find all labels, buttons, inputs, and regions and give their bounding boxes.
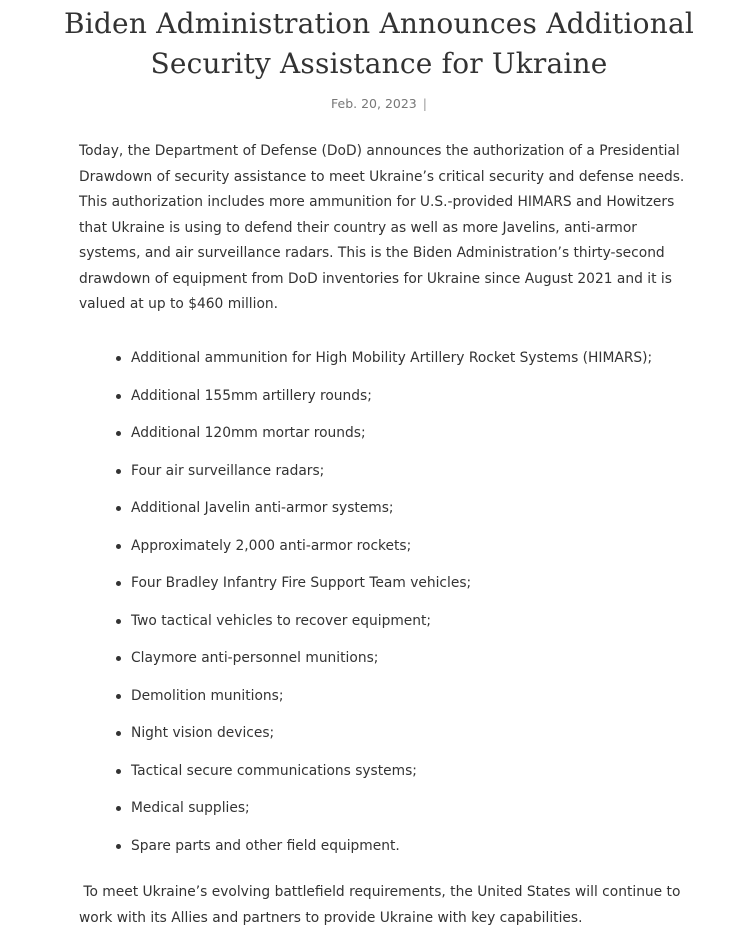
publish-date: Feb. 20, 2023 (331, 96, 417, 111)
list-item: Additional 155mm artillery rounds; (131, 383, 691, 421)
list-item: Additional 120mm mortar rounds; (131, 420, 691, 458)
assistance-list (131, 345, 691, 870)
list-item: Four air surveillance radars; (131, 458, 691, 496)
list-item: Claymore anti-personnel munitions; (131, 645, 691, 683)
list-item: Tactical secure communications systems; (131, 758, 691, 796)
intro-paragraph: Today, the Department of Defense (DoD) announces the authorization of a Presidential Drawdown of security assistance to meet Ukraine’s critical security and defense needs. This authorization includes more ammunition for U.S.-provided HIMARS and Howitzers that Ukraine is using to defend their country as well as more Javelins, anti-armor systems, and air surveillance radars. This is the Biden Administration’s thirty-second drawdown of equipment from DoD inventories for Ukraine since August 2021 and it is valued at up to $460 million. (79, 143, 685, 312)
list-item: Medical supplies; (131, 795, 691, 833)
meta-separator: | (422, 96, 427, 111)
article-title (0, 4, 733, 84)
article-title-line-1: Biden Administration Announces Additional (64, 7, 694, 40)
list-item: Four Bradley Infantry Fire Support Team vehicles; (131, 570, 691, 608)
list-item: Demolition munitions; (131, 683, 691, 721)
list-item: Night vision devices; (131, 720, 691, 758)
article-meta (0, 95, 733, 113)
closing-paragraph: To meet Ukraine’s evolving battlefield requirements, the United States will continue to work with its Allies and partners to provide Ukraine with key capabilities. (79, 884, 685, 926)
list-item: Spare parts and other field equipment. (131, 833, 691, 871)
list-item: Two tactical vehicles to recover equipment; (131, 608, 691, 646)
list-item: Additional Javelin anti-armor systems; (131, 495, 691, 533)
list-item: Approximately 2,000 anti-armor rockets; (131, 533, 691, 571)
article-title-line-2: Security Assistance for Ukraine (150, 47, 608, 80)
list-item: Additional ammunition for High Mobility Artillery Rocket Systems (HIMARS); (131, 345, 691, 383)
